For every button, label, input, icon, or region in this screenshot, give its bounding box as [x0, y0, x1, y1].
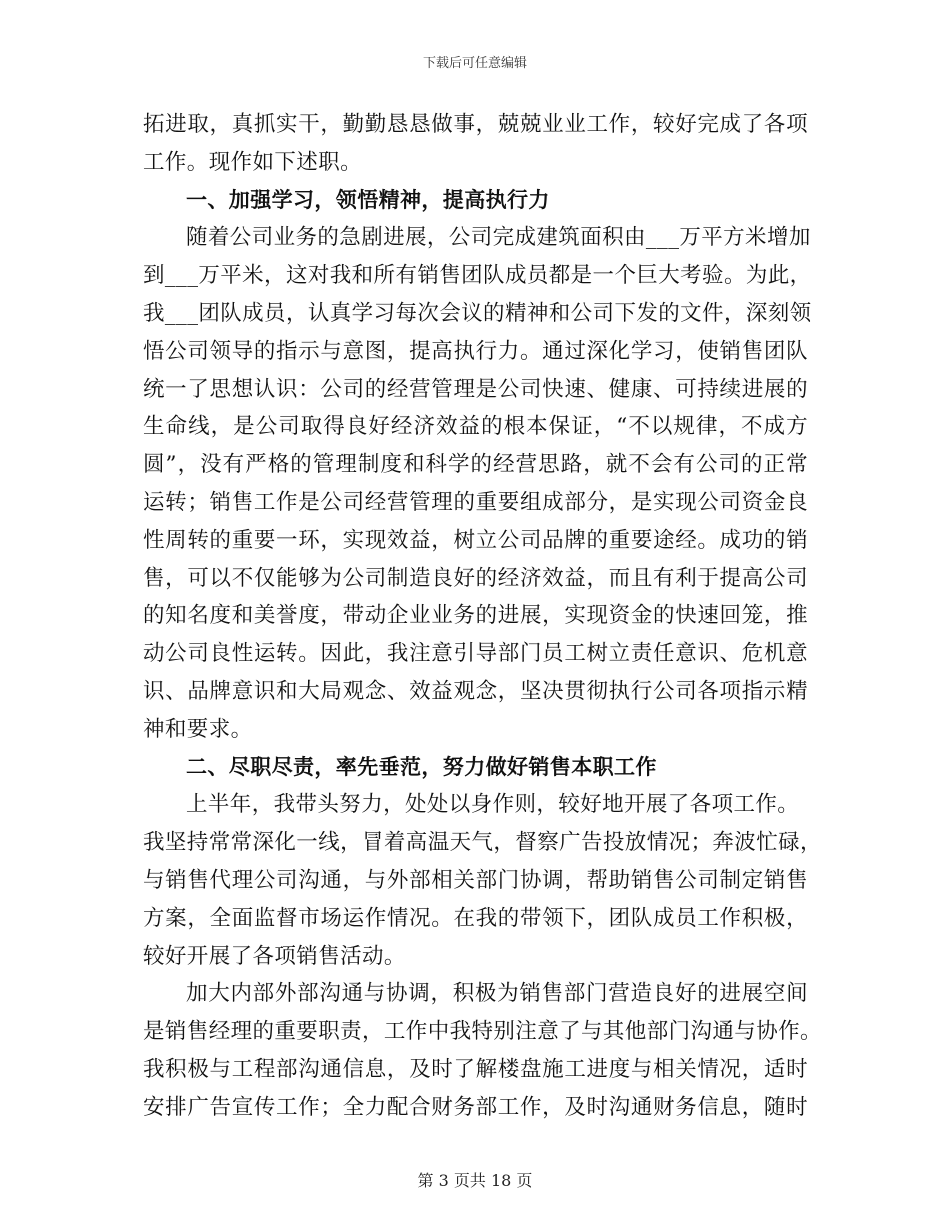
text-line: 统一了思想认识：公司的经营管理是公司快速、健康、可持续进展的	[143, 376, 808, 402]
paragraph-start: 上半年，我带头努力，处处以身作则，较好地开展了各项工作。	[186, 792, 800, 818]
text-line: 动公司良性运转。因此，我注意引导部门员工树立责任意识、危机意	[143, 641, 808, 667]
page-header: 下载后可任意编辑	[422, 56, 527, 71]
text-line: 与销售代理公司沟通，与外部相关部门协调，帮助销售公司制定销售	[143, 867, 808, 893]
text-line: 售，可以不仅能够为公司制造良好的经济效益，而且有利于提高公司	[143, 565, 808, 591]
text-line: 性周转的重要一环，实现效益，树立公司品牌的重要途经。成功的销	[143, 527, 808, 553]
text-line: 我积极与工程部沟通信息，及时了解楼盘施工进度与相关情况，适时	[143, 1056, 808, 1082]
text-line: 拓进取，真抓实干，勤勤恳恳做事，兢兢业业工作，较好完成了各项	[143, 112, 808, 137]
text-line: 较好开展了各项销售活动。	[143, 943, 406, 969]
text-line: 是销售经理的重要职责，工作中我特别注意了与其他部门沟通与协作。	[143, 1019, 822, 1045]
text-line: 工作。现作如下述职。	[143, 149, 363, 175]
paragraph-start: 随着公司业务的急剧进展，公司完成建筑面积由___万平方米增加	[186, 225, 811, 251]
text-line: 我___团队成员，认真学习每次会议的精神和公司下发的文件，深刻领	[143, 300, 812, 326]
section-heading: 一、加强学习，领悟精神，提高执行力	[186, 187, 550, 212]
text-line: 的知名度和美誉度，带动企业业务的进展，实现资金的快速回笼，推	[143, 603, 808, 629]
paragraph-start: 加大内部外部沟通与协调，积极为销售部门营造良好的进展空间	[186, 981, 808, 1007]
text-line: 神和要求。	[143, 716, 253, 742]
text-line: 生命线，是公司取得良好经济效益的根本保证，“不以规律，不成方	[143, 414, 808, 440]
text-line: 圆”，没有严格的管理制度和科学的经营思路，就不会有公司的正常	[143, 452, 808, 478]
text-line: 我坚持常常深化一线，冒着高温天气，督察广告投放情况；奔波忙碌，	[143, 830, 822, 856]
text-line: 运转；销售工作是公司经营管理的重要组成部分，是实现公司资金良	[143, 489, 808, 515]
document-body	[143, 106, 822, 1127]
page-footer: 第 3 页共 18 页	[417, 1171, 533, 1190]
text-line: 悟公司领导的指示与意图，提高执行力。通过深化学习，使销售团队	[143, 338, 808, 364]
text-line: 方案，全面监督市场运作情况。在我的带领下，团队成员工作积极，	[143, 905, 808, 931]
text-line: 到___万平米，这对我和所有销售团队成员都是一个巨大考验。为此，	[143, 263, 812, 289]
section-heading: 二、尽职尽责，率先垂范，努力做好销售本职工作	[186, 754, 657, 779]
text-line: 识、品牌意识和大局观念、效益观念，坚决贯彻执行公司各项指示精	[143, 678, 808, 704]
text-line: 安排广告宣传工作；全力配合财务部工作，及时沟通财务信息，随时	[143, 1094, 808, 1120]
